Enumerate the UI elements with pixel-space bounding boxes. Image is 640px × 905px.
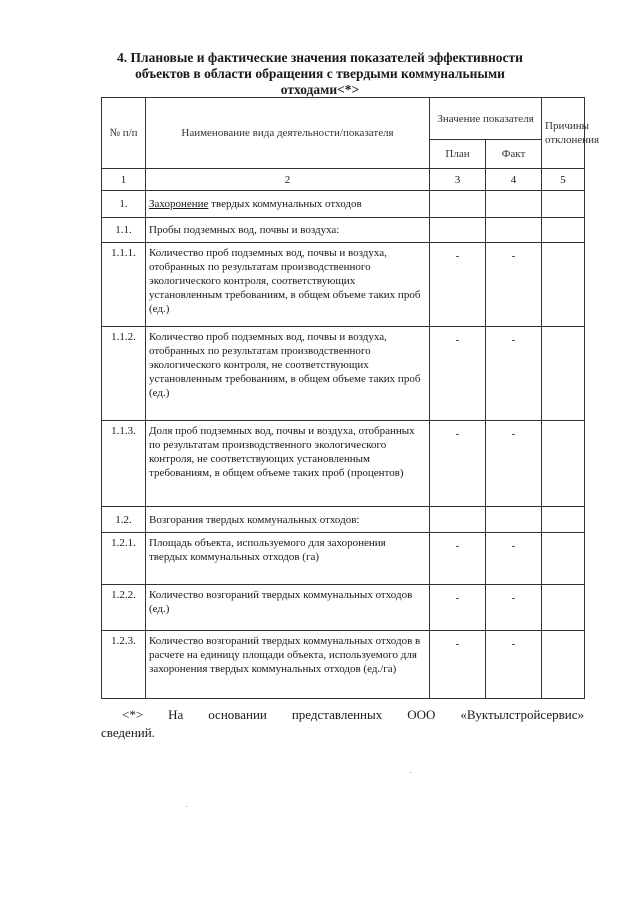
header-num: № п/п (102, 98, 146, 169)
title-line-1: 4. Плановые и фактические значения показателей эффективности (117, 50, 523, 65)
row-name: Возгорания твердых коммунальных отходов: (146, 507, 430, 533)
col-number: 2 (146, 169, 430, 191)
row-reason (542, 327, 585, 421)
table-row (102, 327, 585, 421)
row-plan (430, 191, 486, 218)
row-fact: - (486, 327, 542, 421)
row-num: 1.2.2. (102, 585, 146, 631)
row-fact: - (486, 631, 542, 699)
col-number: 5 (542, 169, 585, 191)
row-fact (486, 218, 542, 243)
title-line-3: отходами<*> (280, 82, 360, 97)
table-row (102, 421, 585, 507)
row-reason (542, 218, 585, 243)
row-plan: - (430, 243, 486, 327)
header-fact: Факт (486, 140, 542, 169)
row-num: 1.2.1. (102, 533, 146, 585)
row-num: 1.1.2. (102, 327, 146, 421)
header-value-group: Значение показателя (430, 98, 542, 140)
table-row (102, 243, 585, 327)
col-number: 3 (430, 169, 486, 191)
indicators-table (101, 97, 600, 699)
row-name (146, 191, 430, 218)
table-row (102, 507, 585, 533)
row-num: 1.1. (102, 218, 146, 243)
column-number-row (102, 169, 585, 191)
row-name-rest: твердых коммунальных отходов (208, 198, 362, 210)
row-fact (486, 191, 542, 218)
col-number: 4 (486, 169, 542, 191)
row-name: Количество возгораний твердых коммунальных отходов в расчете на единицу площади объекта, используемого для захоронения твердых коммунальных отходов (ед./га) (146, 631, 430, 699)
row-reason (542, 631, 585, 699)
row-plan: - (430, 327, 486, 421)
row-num: 1.1.1. (102, 243, 146, 327)
col-number: 1 (102, 169, 146, 191)
header-name: Наименование вида деятельности/показателя (146, 98, 430, 169)
row-fact (486, 507, 542, 533)
title-line-2: объектов в области обращения с твердыми коммунальными (135, 66, 505, 81)
row-name: Площадь объекта, используемого для захоронения твердых коммунальных отходов (га) (146, 533, 430, 585)
row-name: Количество проб подземных вод, почвы и воздуха, отобранных по результатам производственного экологического контроля, соответствующих установленным требованиям, в общем объеме таких проб (ед.) (146, 243, 430, 327)
table-row (102, 533, 585, 585)
scan-speck (186, 806, 187, 807)
table-row (102, 631, 585, 699)
header-row (102, 98, 585, 140)
row-reason (542, 243, 585, 327)
row-reason (542, 533, 585, 585)
row-name: Количество проб подземных вод, почвы и воздуха, отобранных по результатам производственного экологического контроля, не соответствующих установленным требованиям, в общем объеме таких проб (ед.) (146, 327, 430, 421)
row-fact: - (486, 585, 542, 631)
scan-speck (410, 772, 411, 773)
row-fact: - (486, 533, 542, 585)
row-plan (430, 507, 486, 533)
row-plan: - (430, 585, 486, 631)
row-plan: - (430, 421, 486, 507)
table-row (102, 191, 585, 218)
header-reasons: Причины отклонения (542, 98, 585, 169)
row-plan: - (430, 533, 486, 585)
row-num: 1.1.3. (102, 421, 146, 507)
row-num: 1.2.3. (102, 631, 146, 699)
row-plan: - (430, 631, 486, 699)
section-title (100, 50, 540, 98)
table-row (102, 218, 585, 243)
footnote-line-2: сведений. (101, 725, 155, 740)
row-name: Пробы подземных вод, почвы и воздуха: (146, 218, 430, 243)
row-reason (542, 191, 585, 218)
row-reason (542, 507, 585, 533)
row-num: 1.2. (102, 507, 146, 533)
header-plan: План (430, 140, 486, 169)
table-row (102, 585, 585, 631)
row-fact: - (486, 421, 542, 507)
row-name: Доля проб подземных вод, почвы и воздуха, отобранных по результатам производственного экологического контроля, не соответствующих установленным требованиям, в общем объеме таких проб (процентов) (146, 421, 430, 507)
row-plan (430, 218, 486, 243)
row-name-underlined: Захоронение (149, 198, 209, 210)
row-num: 1. (102, 191, 146, 218)
row-reason (542, 421, 585, 507)
row-name: Количество возгораний твердых коммунальных отходов (ед.) (146, 585, 430, 631)
row-fact: - (486, 243, 542, 327)
row-reason (542, 585, 585, 631)
footnote-line-1: <*> На основании представленных ООО «Вуктылстройсервис» (122, 707, 584, 722)
